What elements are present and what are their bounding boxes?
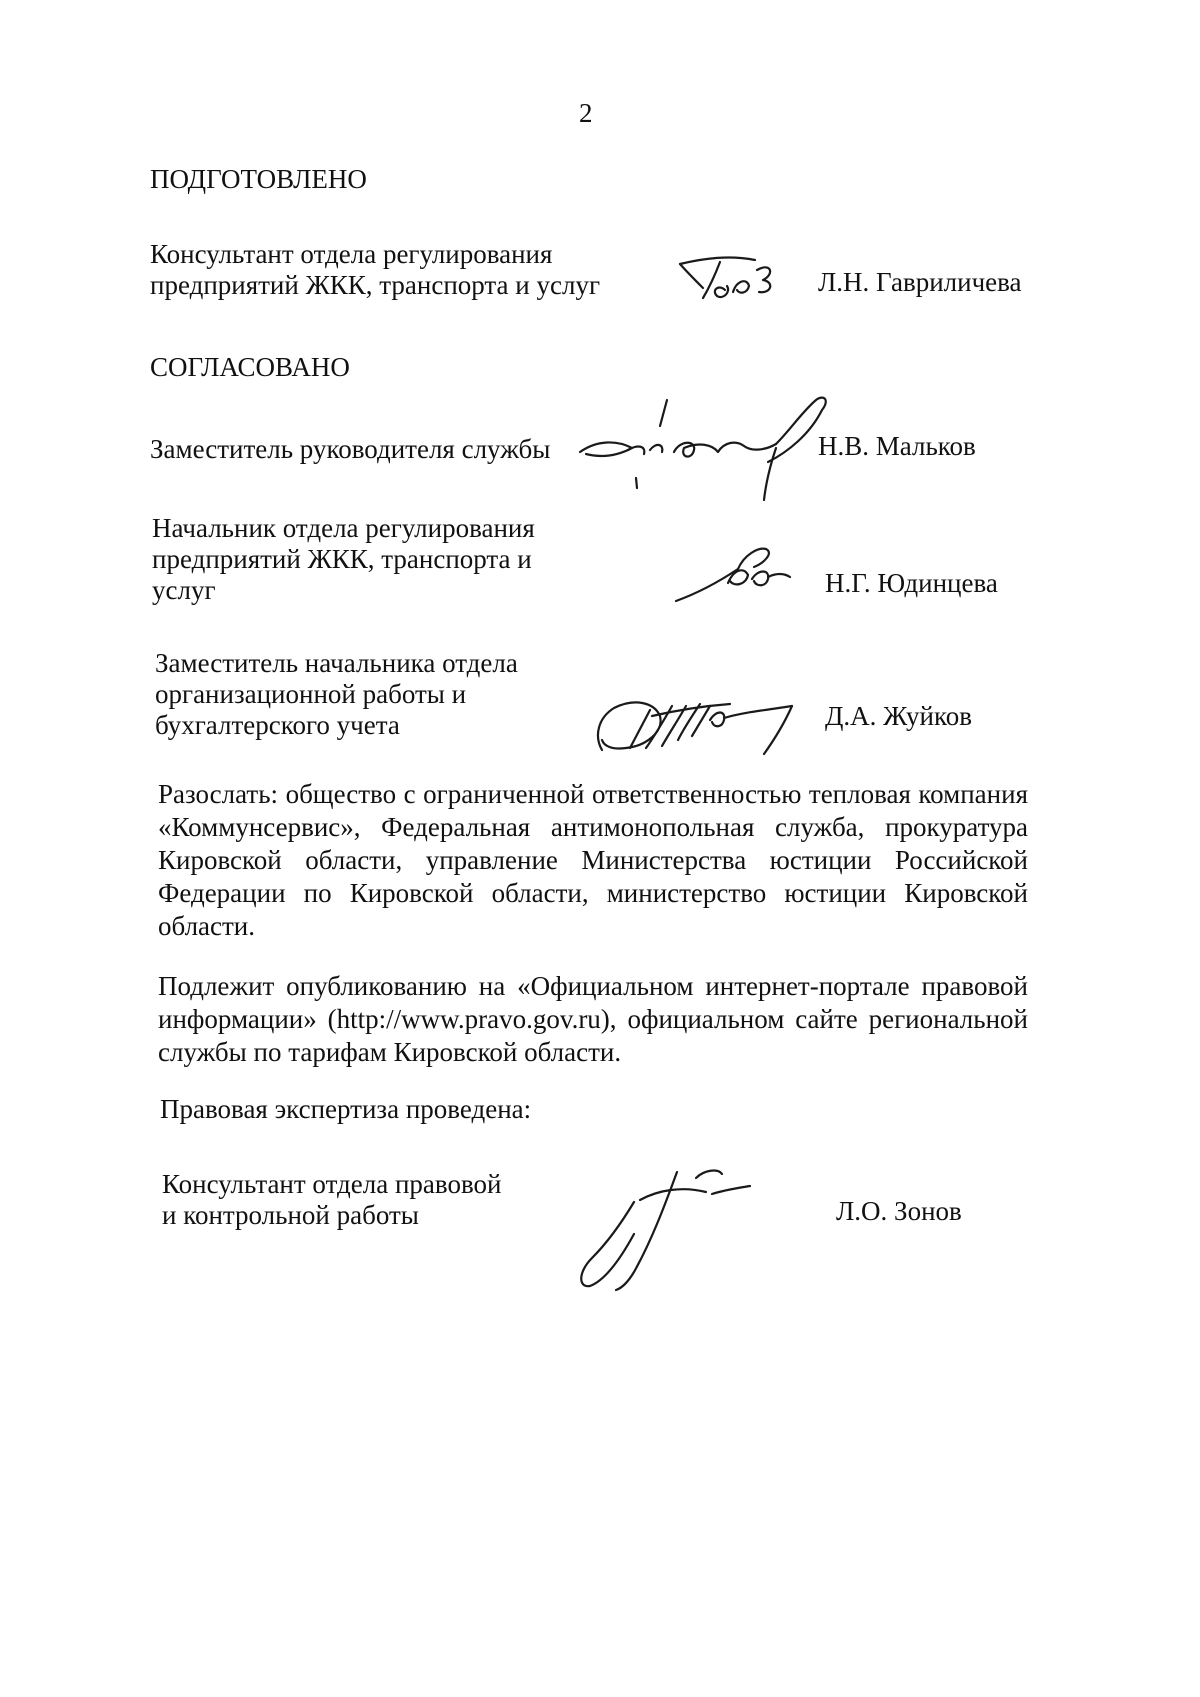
page-number: 2 xyxy=(579,98,593,128)
legal-review-heading: Правовая экспертиза проведена: xyxy=(160,1094,532,1124)
signer-name: Л.О. Зонов xyxy=(836,1196,962,1226)
position-line: предприятий ЖКК, транспорта и xyxy=(152,544,532,574)
position-line: организационной работы и xyxy=(155,679,467,709)
prepared-heading: ПОДГОТОВЛЕНО xyxy=(150,164,367,194)
agreed-heading: СОГЛАСОВАНО xyxy=(150,352,350,382)
position-line: бухгалтерского учета xyxy=(155,710,400,740)
position-line: предприятий ЖКК, транспорта и услуг xyxy=(150,270,601,300)
signature-zonov xyxy=(572,1160,757,1295)
position-line: услуг xyxy=(152,575,216,605)
position-line: Заместитель руководителя службы xyxy=(150,434,551,464)
signature-zhuykov xyxy=(592,680,807,762)
signature-yudintseva xyxy=(672,545,797,607)
position-line: Заместитель начальника отдела xyxy=(155,648,518,678)
distribution-text: Разослать: общество с ограниченной ответственностью тепловая компания «Коммунсервис», Федеральная антимонопольная служба, прокуратура Кировской области, управление Министерства юстиции Российской Федерации по Кировской области, министерство юстиции Кировской области. xyxy=(158,779,1028,941)
signer-name: Д.А. Жуйков xyxy=(825,701,972,731)
position-line: Консультант отдела правовой xyxy=(162,1169,502,1199)
position-line: Начальник отдела регулирования xyxy=(152,513,535,543)
signature-malkov xyxy=(572,390,832,505)
signer-name: Н.В. Мальков xyxy=(818,431,976,461)
publication-text: Подлежит опубликованию на «Официальном интернет-портале правовой информации» (http://www.pravo.gov.ru), официальном сайте региональной службы по тарифам Кировской области. xyxy=(158,971,1028,1067)
signer-name: Л.Н. Гавриличева xyxy=(818,267,1022,297)
signer-name: Н.Г. Юдинцева xyxy=(825,568,998,598)
position-line: Консультант отдела регулирования xyxy=(150,239,553,269)
signature-gavrilicheva xyxy=(675,250,790,305)
position-line: и контрольной работы xyxy=(162,1200,419,1230)
